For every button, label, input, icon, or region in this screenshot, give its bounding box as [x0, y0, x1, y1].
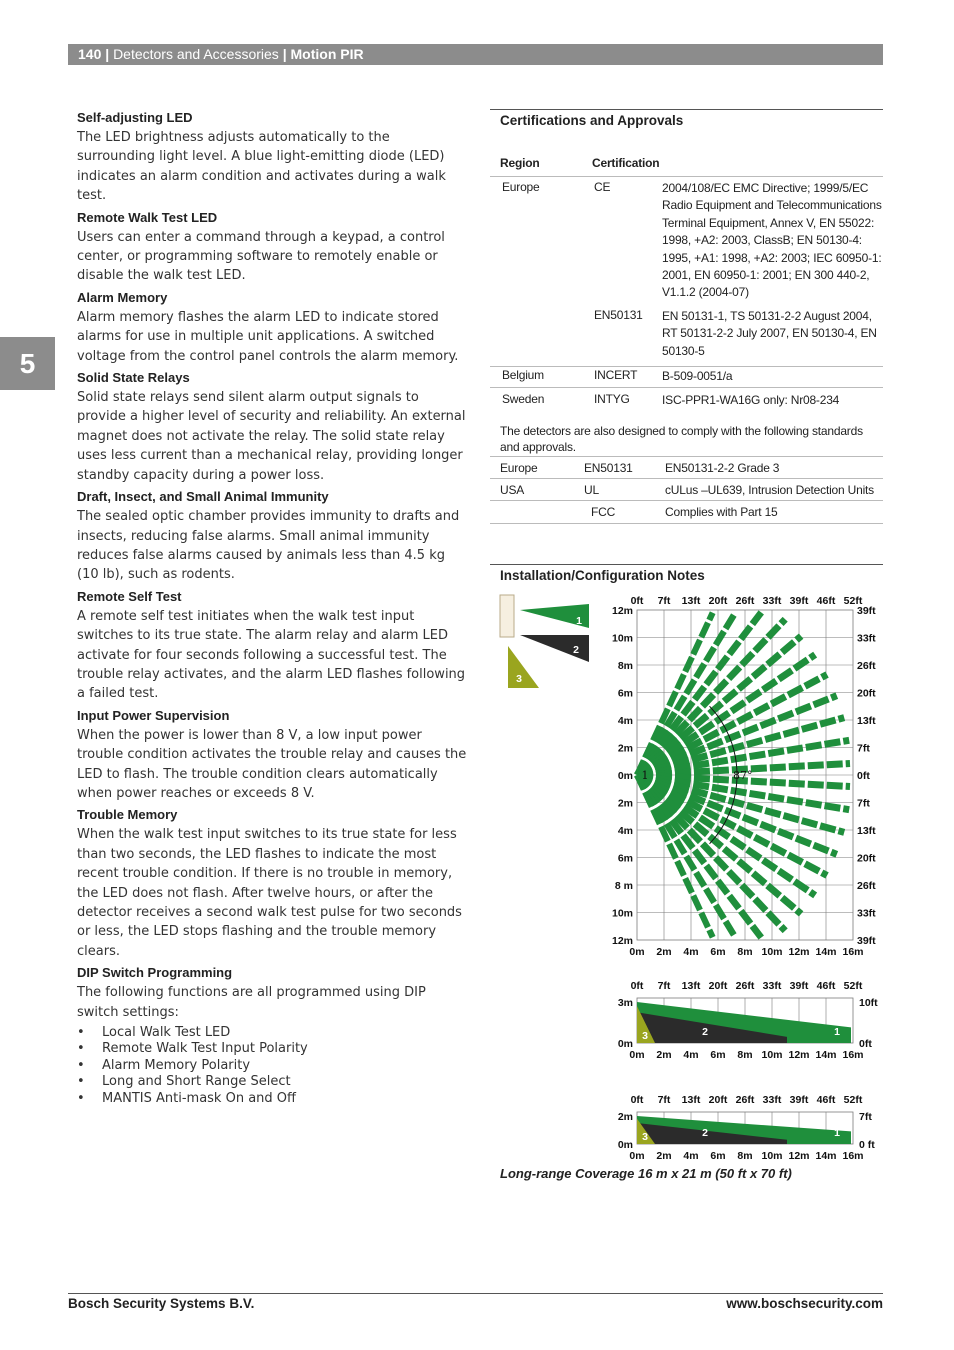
axis-tick-label: 4m: [683, 946, 699, 958]
table-row: [490, 500, 883, 524]
axis-tick-label: 4m: [617, 825, 633, 837]
feature-body: A remote self test initiates when the walk test input switches to its true state. The alarm relay and alarm LED activate for four seconds following a successful test. The trouble relay activates, and the alarm LED flashes following a failed test.: [77, 608, 466, 702]
axis-tick-label: 16m: [842, 1150, 864, 1160]
cell-cert: INTYG: [594, 392, 630, 406]
cell-detail: ISC-PPR1-WA16G only: Nr08-234: [662, 393, 840, 407]
dip-list: [77, 1025, 467, 1107]
axis-tick-label: 52ft: [843, 980, 863, 992]
axis-tick-label: 8m: [617, 660, 633, 672]
list-item: • Local Walk Test LED: [77, 1025, 467, 1041]
feature-title: Draft, Insect, and Small Animal Immunity: [77, 489, 329, 505]
axis-tick-label: 26ft: [735, 1094, 755, 1106]
axis-tick-label: 39ft: [789, 595, 809, 607]
feature-title: Solid State Relays: [77, 370, 190, 386]
header-topic: Motion PIR: [290, 46, 364, 62]
footer-rule: [68, 1293, 883, 1294]
list-item: • Long and Short Range Select: [77, 1074, 467, 1090]
axis-tick-label: 0ft: [630, 1094, 644, 1106]
feature-body: When the walk test input switches to its true state for less than two seconds, the LED flashes to indicate the most recent trouble condition. If there is no trouble in memory, the LED does not flash. After twelve hours, or after the detector receives a second walk test pulse for two seconds or less, the LED stops flashing and the trouble memory clears.: [77, 827, 462, 959]
cell-cert: INCERT: [594, 368, 638, 382]
footer-url: www.boschsecurity.com: [726, 1296, 883, 1311]
axis-tick-label: 12m: [611, 605, 633, 617]
axis-tick-label: 6m: [710, 1049, 726, 1061]
axis-tick-label: 20ft: [708, 1094, 728, 1106]
axis-tick-label: 0ft: [630, 595, 644, 607]
feature-title: Remote Self Test: [77, 588, 182, 604]
header-section: Detectors and Accessories: [113, 46, 279, 62]
axis-tick-label: 14m: [815, 1150, 837, 1160]
axis-tick-label: 4m: [683, 1049, 699, 1061]
axis-tick-label: 33ft: [857, 907, 876, 920]
section-rule: [490, 109, 883, 110]
axis-tick-label: 8m: [737, 1150, 753, 1160]
axis-tick-label: 4m: [683, 1150, 699, 1160]
feature-body: When the power is lower than 8 V, a low input power trouble condition activates the trouble relay and causes the LED to flash. The trouble condition clears automatically when power reaches or exceeds 8 V.: [77, 727, 467, 801]
axis-tick-label: 7ft: [657, 980, 671, 992]
feature-body: Solid state relays send silent alarm output signals to provide a higher level of security and reliability. An external magnet does not activate the relay. The solid state relay uses less current than a mechanical relay, providing longer standby capacity during a power loss.: [77, 390, 466, 483]
axis-tick-label: 39ft: [857, 605, 876, 617]
cell-detail: EN50131-2-2 Grade 3: [665, 461, 780, 475]
cell-cert: EN50131: [594, 308, 643, 322]
axis-tick-label: 3m: [617, 997, 633, 1009]
axis-tick-label: 16m: [842, 1049, 864, 1061]
cell-region: Sweden: [502, 392, 545, 406]
axis-tick-label: 33ft: [762, 595, 782, 607]
axis-tick-label: 0m: [617, 1038, 633, 1050]
axis-tick-label: 7ft: [859, 1111, 872, 1123]
feature-title: Remote Walk Test LED: [77, 209, 218, 225]
axis-tick-label: 7ft: [657, 595, 671, 607]
axis-tick-label: 0m: [629, 946, 645, 958]
axis-tick-label: 12m: [788, 1150, 810, 1160]
header-separator-2: |: [278, 46, 291, 62]
axis-tick-label: 7ft: [657, 1094, 671, 1106]
axis-tick-label: 0ft: [630, 980, 644, 992]
axis-tick-label: 13ft: [857, 825, 876, 837]
axis-tick-label: 10ft: [859, 997, 878, 1009]
footer-company: Bosch Security Systems B.V.: [68, 1296, 255, 1311]
axis-tick-label: 2m: [617, 797, 633, 810]
cell-cert: EN50131: [584, 461, 633, 475]
table-row: [490, 368, 883, 388]
side-zone-label: 2: [702, 1127, 708, 1139]
axis-tick-label: 7ft: [857, 797, 870, 810]
axis-tick-label: 13ft: [681, 980, 701, 992]
axis-tick-label: 26ft: [857, 880, 876, 892]
axis-tick-label: 0 ft: [859, 1139, 875, 1151]
standards-note: The detectors are also designed to comply with the following standards and approvals.: [500, 424, 863, 454]
cell-detail: Complies with Part 15: [665, 505, 778, 519]
axis-tick-label: 52ft: [843, 1094, 863, 1106]
installation-title: Installation/Configuration Notes: [500, 568, 705, 583]
cell-region: USA: [500, 483, 525, 497]
axis-tick-label: 39ft: [789, 1094, 809, 1106]
detector-icon: [500, 595, 514, 637]
table-row: [490, 456, 883, 479]
axis-tick-label: 33ft: [762, 1094, 782, 1106]
axis-tick-label: 2m: [656, 1150, 672, 1160]
axis-tick-label: 52ft: [843, 595, 863, 607]
cell-region: Europe: [500, 461, 538, 475]
axis-tick-label: 6m: [710, 1150, 726, 1160]
table-row: [490, 392, 883, 411]
side-zone-label: 3: [642, 1030, 648, 1042]
axis-tick-label: 46ft: [816, 980, 836, 992]
axis-tick-label: 46ft: [816, 595, 836, 607]
cell-region: Europe: [502, 180, 540, 194]
axis-tick-label: 0ft: [857, 770, 870, 782]
axis-tick-label: 0ft: [859, 1038, 872, 1050]
table-row: [490, 478, 883, 501]
feature-body: The LED brightness adjusts automatically to the surrounding light level. A blue light-emitting diode (LED) indicates an alarm condition and activates during a walk test.: [77, 130, 446, 204]
feature-body: The following functions are all programmed using DIP switch settings:: [77, 985, 426, 1020]
list-item: • Alarm Memory Polarity: [77, 1058, 467, 1074]
legend-label-3: 3: [516, 673, 522, 685]
cell-detail: EN 50131-1, TS 50131-2-2 August 2004, RT 50131-2-2 July 2007, EN 50130-4, EN 50130-5: [662, 309, 877, 358]
axis-tick-label: 20ft: [708, 595, 728, 607]
feature-column: [77, 108, 467, 1107]
side-zone-label: 1: [834, 1127, 840, 1139]
axis-tick-label: 6m: [710, 946, 726, 958]
axis-tick-label: 0m: [629, 1150, 645, 1160]
feature-body: Users can enter a command through a keypad, a control center, or programming software to remotely enable or disable the walk test LED.: [77, 229, 445, 284]
axis-tick-label: 26ft: [735, 595, 755, 607]
axis-tick-label: 20ft: [857, 687, 876, 700]
axis-tick-label: 10m: [761, 1049, 783, 1061]
axis-tick-label: 10m: [611, 907, 633, 920]
axis-tick-label: 2m: [617, 742, 633, 755]
feature-body: The sealed optic chamber provides immunity to drafts and insects, reducing false alarms. Small animal immunity reduces false alarms caused by animals less than 4.5 kg (10 lb), such as rodents.: [77, 509, 460, 583]
feature-title: Input Power Supervision: [77, 707, 230, 723]
table-row: [490, 180, 883, 367]
axis-tick-label: 12m: [788, 1049, 810, 1061]
axis-tick-label: 33ft: [857, 632, 876, 645]
diagram-caption: Long-range Coverage 16 m x 21 m (50 ft x 70 ft): [500, 1166, 792, 1181]
cert-table-header: [490, 156, 883, 177]
axis-tick-label: 10m: [761, 946, 783, 958]
axis-tick-label: 6m: [617, 687, 633, 700]
axis-tick-label: 0m: [617, 770, 633, 782]
axis-tick-label: 39ft: [789, 980, 809, 992]
axis-tick-label: 16m: [842, 946, 864, 958]
axis-tick-label: 8 m: [614, 880, 633, 892]
cell-region: Belgium: [502, 368, 544, 382]
angle-label: 87°: [733, 769, 753, 782]
col-region: Region: [500, 156, 540, 170]
axis-tick-label: 2m: [656, 946, 672, 958]
cell-detail: cULus –UL639, Intrusion Detection Units: [665, 483, 874, 497]
axis-tick-label: 13ft: [681, 595, 701, 607]
list-item: • MANTIS Anti-mask On and Off: [77, 1091, 467, 1107]
certifications-title: Certifications and Approvals: [500, 113, 684, 128]
axis-tick-label: 10m: [761, 1150, 783, 1160]
cell-cert: FCC: [591, 505, 616, 519]
coverage-diagram: [495, 590, 880, 1160]
axis-tick-label: 13ft: [681, 1094, 701, 1106]
axis-tick-label: 26ft: [735, 980, 755, 992]
axis-tick-label: 20ft: [708, 980, 728, 992]
axis-tick-label: 12m: [788, 946, 810, 958]
feature-title: Trouble Memory: [77, 807, 178, 823]
legend-label-2: 2: [573, 644, 579, 656]
axis-tick-label: 2m: [656, 1049, 672, 1061]
axis-tick-label: 39ft: [857, 935, 876, 947]
axis-tick-label: 0m: [629, 1049, 645, 1061]
side-zone-label: 1: [834, 1026, 840, 1038]
page-number: 140: [78, 46, 102, 62]
list-item: • Remote Walk Test Input Polarity: [77, 1041, 467, 1057]
chapter-tab: 5: [0, 337, 55, 390]
axis-tick-label: 2m: [617, 1111, 633, 1123]
feature-body: Alarm memory flashes the alarm LED to indicate stored alarms for use in multiple unit applications. A switched voltage from the control panel controls the alarm memory.: [77, 309, 459, 364]
axis-tick-label: 14m: [815, 1049, 837, 1061]
legend-label-1: 1: [576, 615, 582, 627]
legend-zone-3: [508, 646, 539, 688]
side-zone-label: 2: [702, 1026, 708, 1038]
feature-title: DIP Switch Programming: [77, 965, 233, 981]
axis-tick-label: 14m: [815, 946, 837, 958]
origin-label: 1: [641, 769, 649, 782]
section-rule: [490, 564, 883, 565]
axis-tick-label: 46ft: [816, 1094, 836, 1106]
axis-tick-label: 13ft: [857, 715, 876, 727]
feature-title: Self-adjusting LED: [77, 110, 193, 125]
cell-cert: UL: [584, 483, 599, 497]
axis-tick-label: 10m: [611, 632, 633, 645]
axis-tick-label: 7ft: [857, 742, 870, 755]
axis-tick-label: 12m: [611, 935, 633, 947]
axis-tick-label: 8m: [737, 1049, 753, 1061]
cell-detail: 2004/108/EC EMC Directive; 1999/5/EC Radio Equipment and Telecommunications Terminal Equipment, Annex V, EN 55022: 1998, +A2: 2003, ClassB; EN 50130-4: 1995, +A1: 1998, +A2: 2003; IEC 60950-1: 2001, EN 60950-1: 2001; EN 300 440-2, V1.1.2 (2004-07): [662, 181, 882, 300]
header-separator: |: [101, 46, 114, 62]
axis-tick-label: 4m: [617, 715, 633, 727]
axis-tick-label: 26ft: [857, 660, 876, 672]
axis-tick-label: 8m: [737, 946, 753, 958]
col-certification: Certification: [592, 156, 660, 170]
side-zone-label: 3: [642, 1131, 648, 1143]
axis-tick-label: 33ft: [762, 980, 782, 992]
axis-tick-label: 6m: [617, 852, 633, 865]
axis-tick-label: 20ft: [857, 852, 876, 865]
feature-title: Alarm Memory: [77, 289, 168, 305]
cell-detail: B-509-0051/a: [662, 369, 733, 383]
page-header: [68, 44, 883, 65]
axis-tick-label: 0m: [617, 1139, 633, 1151]
cell-cert: CE: [594, 180, 611, 194]
